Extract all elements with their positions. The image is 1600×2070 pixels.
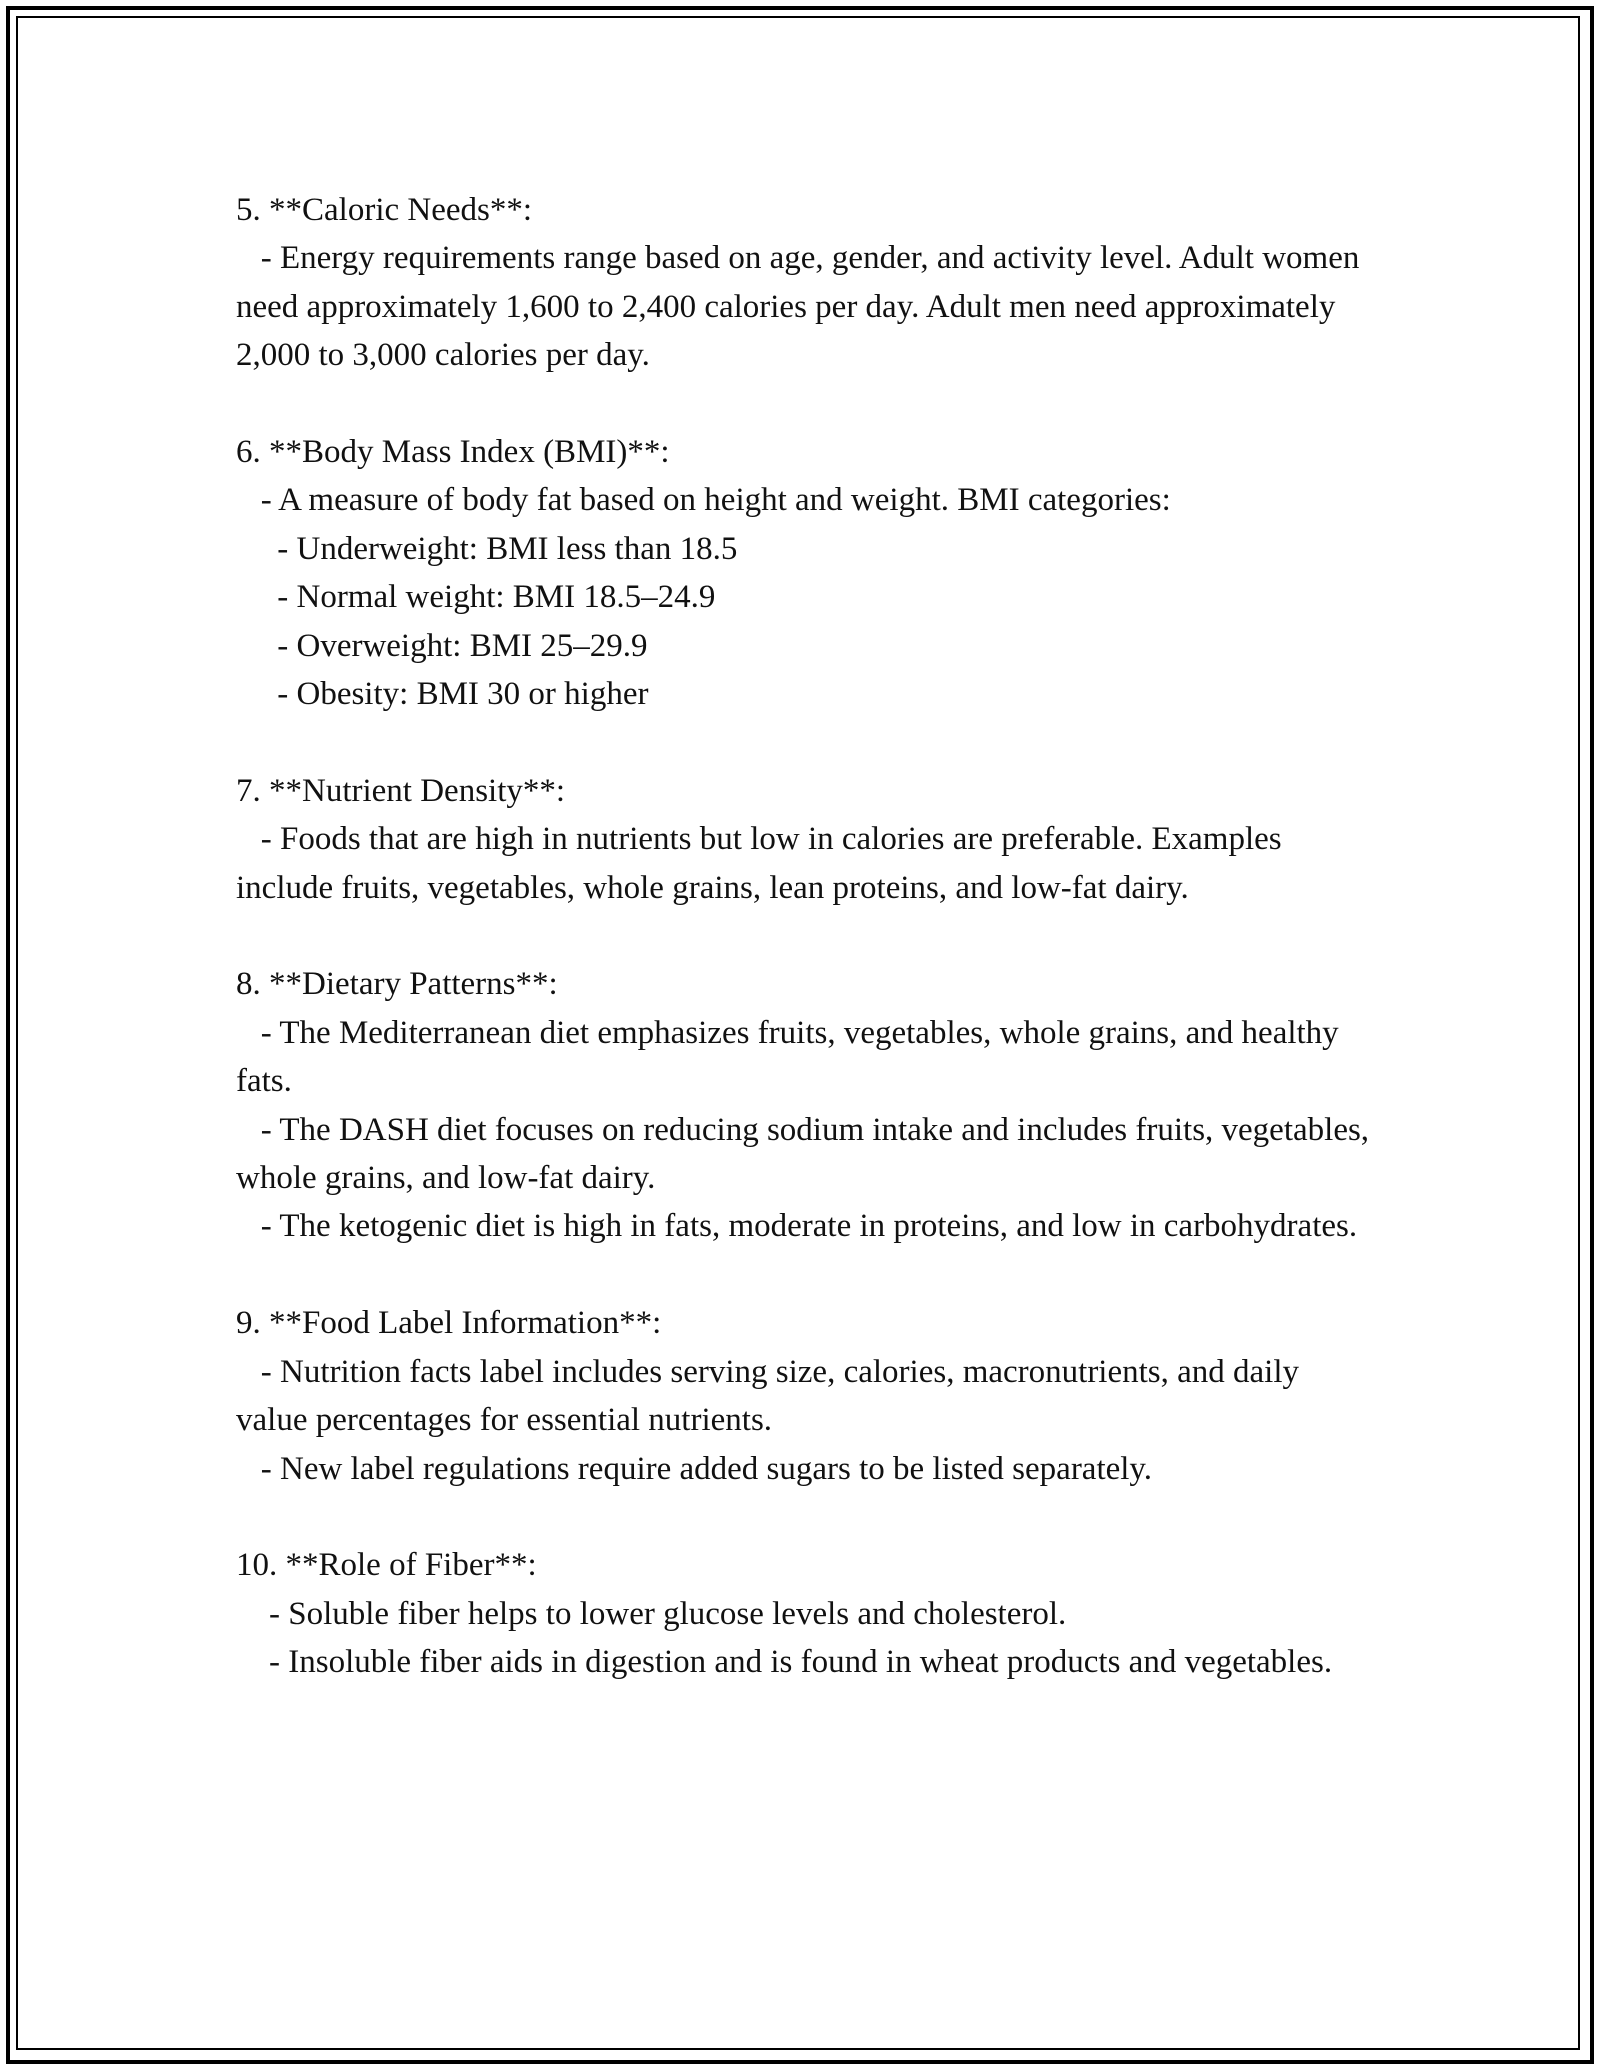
- section-text: - New label regulations require added sugars to be listed separately.: [236, 1450, 1153, 1487]
- section-nutrient-density: [236, 767, 1376, 912]
- section-heading: 7. **Nutrient Density**:: [236, 772, 566, 809]
- section-text: - Insoluble fiber aids in digestion and is found in wheat products and vegetables.: [236, 1644, 1333, 1681]
- bmi-category-item: - Underweight: BMI less than 18.5: [236, 530, 738, 567]
- section-caloric-needs: [236, 186, 1376, 380]
- section-heading: 5. **Caloric Needs**:: [236, 192, 533, 228]
- section-text: - Nutrition facts label includes serving size, calories, macronutrients, and daily value percentages for essential nutrients.: [236, 1353, 1308, 1439]
- section-role-of-fiber: [236, 1541, 1376, 1686]
- section-heading: 8. **Dietary Patterns**:: [236, 966, 558, 1003]
- bmi-category-item: - Obesity: BMI 30 or higher: [236, 676, 649, 713]
- section-text: - A measure of body fat based on height and weight. BMI categories:: [236, 482, 1171, 519]
- section-text: - The ketogenic diet is high in fats, moderate in proteins, and low in carbohydrates.: [236, 1208, 1358, 1245]
- section-food-label: [236, 1299, 1376, 1493]
- section-heading: 9. **Food Label Information**:: [236, 1305, 662, 1342]
- section-text: - Energy requirements range based on age, gender, and activity level. Adult women need approximately 1,600 to 2,400 calories per day. Adult men need approximately 2,000 to 3,000 calories per day.: [236, 240, 1368, 374]
- section-text: - Foods that are high in nutrients but low in calories are preferable. Examples include fruits, vegetables, whole grains, lean proteins, and low-fat dairy.: [236, 821, 1290, 906]
- bmi-category-item: - Overweight: BMI 25–29.9: [236, 627, 648, 664]
- section-text: - Soluble fiber helps to lower glucose levels and cholesterol.: [236, 1595, 1067, 1632]
- section-text: - The Mediterranean diet emphasizes fruits, vegetables, whole grains, and healthy fats.: [236, 1014, 1347, 1100]
- section-bmi: [236, 428, 1376, 718]
- section-dietary-patterns: [236, 960, 1376, 1250]
- section-heading: 10. **Role of Fiber**:: [236, 1547, 537, 1584]
- section-heading: 6. **Body Mass Index (BMI)**:: [236, 434, 670, 471]
- document-body: [236, 186, 1376, 1687]
- section-text: - The DASH diet focuses on reducing sodium intake and includes fruits, vegetables, whole grains, and low-fat dairy.: [236, 1111, 1378, 1197]
- bmi-category-item: - Normal weight: BMI 18.5–24.9: [236, 579, 716, 616]
